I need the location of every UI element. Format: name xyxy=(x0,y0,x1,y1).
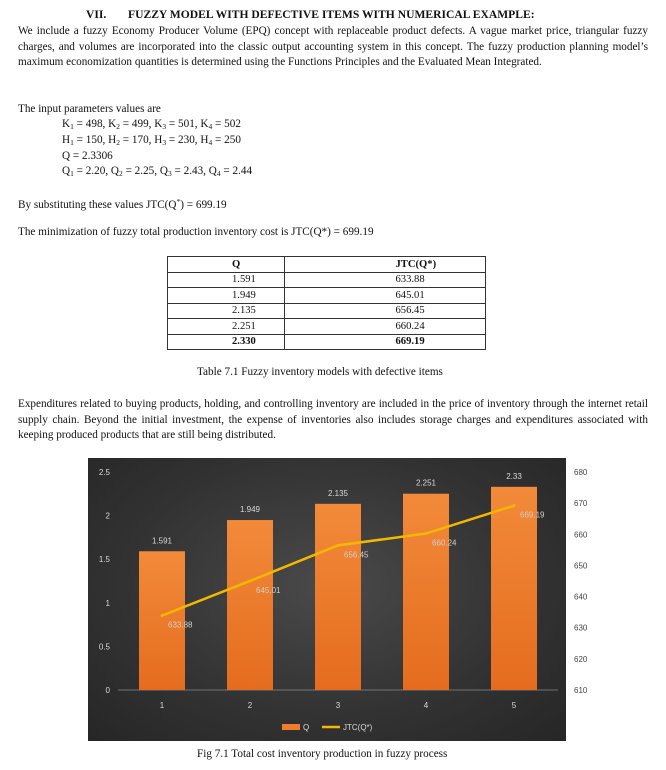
line-point xyxy=(161,614,164,617)
left-axis-tick-label: 1.5 xyxy=(98,555,110,565)
intro-paragraph: We include a fuzzy Economy Producer Volume (EPQ) concept with replaceable product defects. A vague market price, triangular fuzzy charges, and volumes are incorporated into the classic output accounting system in this concept. The fuzzy production planning model’s maximum economization quantities is determined using the Functions Principles and the Evaluated Mean Integrated. xyxy=(18,25,648,68)
parameter-h-line: $H_1 = 150$, $H_2 = 170$, $H_3 = 230$, $H_4 = 250$ xyxy=(62,134,241,147)
table-row xyxy=(168,319,486,335)
bar-data-label: 1.591 xyxy=(151,536,173,546)
line-data-label: 633.88 xyxy=(168,620,193,630)
bar-q xyxy=(227,520,273,690)
table-cell: 1.591 xyxy=(168,272,285,288)
right-axis-tick-label: 630 xyxy=(574,623,588,633)
x-tick-label: 2 xyxy=(247,701,253,710)
line-point xyxy=(249,579,252,582)
table-header-q: Q xyxy=(168,257,285,273)
table-cell: 2.330 xyxy=(168,334,285,350)
left-axis-tick-label: 0 xyxy=(105,686,110,695)
right-axis-tick-label: 650 xyxy=(574,561,588,571)
left-axis-tick-label: 0.5 xyxy=(98,642,110,652)
bar-data-label: 2.251 xyxy=(415,478,437,488)
bar-data-label: 2.33 xyxy=(506,471,522,481)
parameters-label: The input parameters values are xyxy=(18,103,161,115)
x-tick-label: 4 xyxy=(423,701,429,710)
table-cell: 2.251 xyxy=(168,319,285,335)
right-axis-tick-label: 660 xyxy=(574,530,588,540)
table-header-jtc: JTC(Q*) xyxy=(285,257,486,273)
line-data-label: 660.24 xyxy=(432,538,457,548)
combo-chart xyxy=(88,458,566,741)
chart-area xyxy=(88,458,566,741)
table-cell: 669.19 xyxy=(285,334,486,350)
table-cell: 660.24 xyxy=(285,319,486,335)
table-row xyxy=(168,303,486,319)
minimization-sentence: The minimization of fuzzy total production inventory cost is JTC(Q*) = 699.19 xyxy=(18,226,374,238)
left-axis-tick-label: 2 xyxy=(105,511,110,521)
table-cell: 1.949 xyxy=(168,288,285,304)
line-data-label: 656.45 xyxy=(344,550,369,560)
parameter-q-line: Q = 2.3306 xyxy=(62,150,113,162)
line-data-label: 669.19 xyxy=(520,510,545,520)
substitution-sentence: By substituting these values JTC(Q*) = 699.19 xyxy=(18,197,227,211)
section-number: VII. xyxy=(86,8,107,21)
legend-bar-swatch xyxy=(282,724,300,730)
table-cell: 656.45 xyxy=(285,303,486,319)
left-axis-tick-label: 1 xyxy=(105,598,110,608)
line-point xyxy=(337,544,340,547)
x-tick-label: 1 xyxy=(159,701,165,710)
table-row xyxy=(168,334,486,350)
right-axis-tick-label: 610 xyxy=(574,686,588,695)
bar-data-label: 1.949 xyxy=(239,505,261,515)
table-cell: 2.135 xyxy=(168,303,285,319)
table-cell: 645.01 xyxy=(285,288,486,304)
figure-caption: Fig 7.1 Total cost inventory production in fuzzy process xyxy=(197,748,448,760)
right-axis-panel xyxy=(566,458,626,741)
table-header-row xyxy=(168,257,486,273)
x-tick-label: 5 xyxy=(511,701,517,710)
line-point xyxy=(513,504,516,507)
line-data-label: 645.01 xyxy=(256,585,281,595)
right-axis-tick-label: 680 xyxy=(574,468,588,477)
parameter-qi-line: $Q_1 = 2.20$, $Q_2 = 2.25$, $Q_3 = 2.43$, $Q_4 = 2.44$ xyxy=(62,165,253,178)
table-caption: Table 7.1 Fuzzy inventory models with defective items xyxy=(197,366,443,378)
bar-data-label: 2.135 xyxy=(327,488,349,498)
expenditure-paragraph: Expenditures related to buying products, holding, and controlling inventory are included in the price of inventory through the internet retail supply chain. Beyond the initial investment, the expense of inventories also includes storage charges and expenditures associated with keeping produced products that are still being distributed. xyxy=(18,398,648,441)
bar-q xyxy=(403,494,449,690)
table-row xyxy=(168,272,486,288)
right-axis-tick-label: 620 xyxy=(574,654,588,664)
section-heading xyxy=(86,8,535,21)
legend-label-q: Q xyxy=(303,723,310,732)
bar-q xyxy=(315,504,361,690)
x-tick-label: 3 xyxy=(335,701,341,710)
right-axis xyxy=(566,458,626,741)
table-row xyxy=(168,288,486,304)
parameter-k-line: $K_1 = 498$, $K_2 = 499$, $K_3 = 501$, $K_4 = 502$ xyxy=(62,118,241,131)
right-axis-tick-label: 640 xyxy=(574,592,588,602)
table-cell: 633.88 xyxy=(285,272,486,288)
left-axis-tick-label: 2.5 xyxy=(98,468,110,477)
legend-label-jtc: JTC(Q*) xyxy=(343,723,373,732)
line-point xyxy=(425,532,428,535)
right-axis-tick-label: 670 xyxy=(574,499,588,509)
section-title: FUZZY MODEL WITH DEFECTIVE ITEMS WITH NUMERICAL EXAMPLE: xyxy=(128,8,535,21)
results-table xyxy=(167,256,486,350)
